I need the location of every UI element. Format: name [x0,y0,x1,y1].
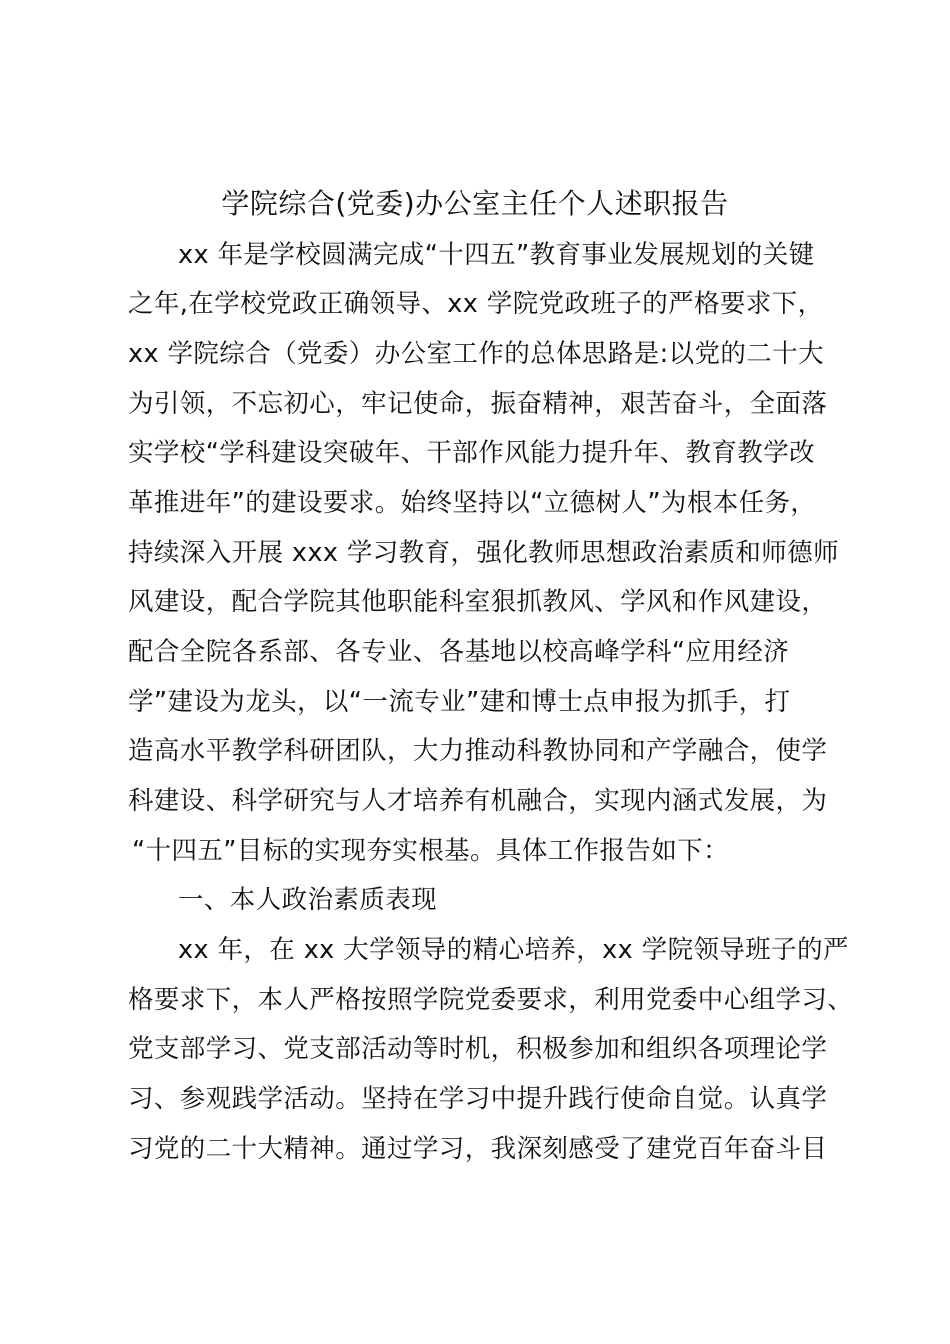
paragraph-line: 党支部学习、党支部活动等时机，积极参加和组织各项理论学 [128,1034,828,1064]
paragraph-line: 之年,在学校党政正确领导、xx 学院党政班子的严格要求下， [128,289,824,319]
paragraph-line: “十四五”目标的实现夯实根基。具体工作报告如下： [132,836,730,866]
paragraph-line: 造高水平教学科研团队，大力推动科教协同和产学融合，使学 [128,736,828,766]
paragraph-line: 配合全院各系部、各专业、各基地以校高峰学科“应用经济 [128,637,790,667]
paragraph-line: 学”建设为龙头，以“一流专业”建和博士点申报为抓手，打 [128,687,791,717]
paragraph-line: 格要求下，本人严格按照学院党委要求，利用党委中心组学习、 [128,985,854,1015]
document-title: 学院综合(党委)办公室主任个人述职报告 [221,187,729,220]
paragraph-line: 革推进年”的建设要求。始终坚持以“立德树人”为根本任务， [128,488,817,518]
paragraph-line: 实学校“学科建设突破年、干部作风能力提升年、教育教学改 [128,438,816,468]
paragraph-line: xx 年是学校圆满完成“十四五”教育事业发展规划的关键 [178,240,815,270]
paragraph-line: 习、参观践学活动。坚持在学习中提升践行使命自觉。认真学 [128,1084,828,1114]
paragraph-line: 科建设、科学研究与人才培养有机融合，实现内涵式发展，为 [128,786,828,816]
paragraph-line: xx 学院综合（党委）办公室工作的总体思路是:以党的二十大 [128,339,824,369]
paragraph-line: 持续深入开展 xxx 学习教育，强化教师思想政治素质和师德师 [128,538,839,568]
paragraph-line: xx 年，在 xx 大学领导的精心培养，xx 学院领导班子的严 [178,935,849,965]
section-heading: 一、本人政治素质表现 [178,885,438,915]
paragraph-line: 风建设，配合学院其他职能科室狠抓教风、学风和作风建设， [128,587,828,617]
paragraph-line: 习党的二十大精神。通过学习，我深刻感受了建党百年奋斗目 [128,1134,828,1164]
paragraph-line: 为引领，不忘初心，牢记使命，振奋精神，艰苦奋斗，全面落 [128,389,828,419]
